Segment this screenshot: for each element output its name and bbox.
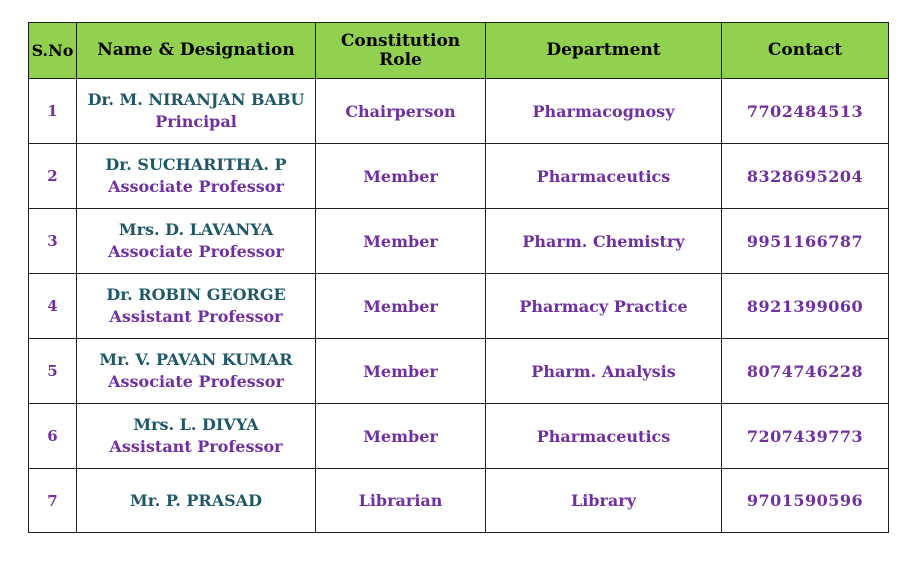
table-row — [29, 209, 889, 274]
person-designation: Assistant Professor — [109, 307, 283, 326]
contact-number: 8074746228 — [746, 361, 864, 381]
person-name: Mr. V. PAVAN KUMAR — [99, 350, 293, 370]
serial-number: 4 — [47, 297, 58, 315]
contact-number: 8921399060 — [746, 296, 864, 316]
department: Pharmacy Practice — [519, 296, 688, 316]
person-designation: Assistant Professor — [109, 437, 283, 456]
person-designation: Associate Professor — [108, 242, 284, 261]
constitution-role: Member — [363, 231, 438, 251]
column-header-sno: S.No — [29, 23, 77, 79]
serial-number: 3 — [47, 232, 58, 250]
column-header-constitution-role: Constitution Role — [316, 23, 486, 79]
department: Pharm. Chemistry — [522, 231, 685, 251]
department: Library — [570, 491, 637, 510]
department: Pharm. Analysis — [531, 361, 676, 381]
serial-number: 2 — [47, 167, 58, 185]
header-row — [29, 23, 889, 79]
table-row — [29, 274, 889, 339]
person-name: Dr. ROBIN GEORGE — [106, 285, 286, 305]
person-name: Dr. SUCHARITHA. P — [105, 155, 287, 175]
department: Pharmaceutics — [536, 426, 671, 446]
committee-table-container — [28, 22, 888, 533]
constitution-role: Member — [363, 296, 438, 316]
person-name: Dr. M. NIRANJAN BABU — [87, 90, 305, 110]
contact-number: 7207439773 — [746, 426, 864, 446]
department: Pharmacognosy — [532, 101, 675, 121]
contact-number: 9701590596 — [746, 491, 864, 510]
person-name: Mrs. L. DIVYA — [133, 415, 259, 435]
table-row — [29, 404, 889, 469]
person-designation: Principal — [155, 112, 237, 131]
person-designation: Associate Professor — [108, 177, 284, 196]
table-row — [29, 144, 889, 209]
person-name: Mrs. D. LAVANYA — [118, 220, 274, 240]
table-row — [29, 79, 889, 144]
constitution-role: Member — [363, 426, 438, 446]
table-row — [29, 339, 889, 404]
constitution-role: Member — [363, 361, 438, 381]
serial-number: 1 — [47, 102, 58, 120]
column-header-department: Department — [486, 23, 722, 79]
contact-number: 7702484513 — [746, 101, 864, 121]
constitution-role: Member — [363, 166, 438, 186]
serial-number: 7 — [47, 491, 58, 510]
constitution-role: Librarian — [358, 491, 443, 510]
contact-number: 8328695204 — [746, 166, 864, 186]
department: Pharmaceutics — [536, 166, 671, 186]
serial-number: 6 — [47, 427, 58, 445]
constitution-role: Chairperson — [345, 101, 456, 121]
table-row — [29, 469, 889, 533]
column-header-contact: Contact — [722, 23, 889, 79]
contact-number: 9951166787 — [746, 231, 864, 251]
committee-table — [28, 22, 889, 533]
person-designation: Associate Professor — [108, 372, 284, 391]
person-name: Mr. P. PRASAD — [130, 490, 262, 510]
serial-number: 5 — [47, 362, 58, 380]
column-header-name-designation: Name & Designation — [77, 23, 316, 79]
